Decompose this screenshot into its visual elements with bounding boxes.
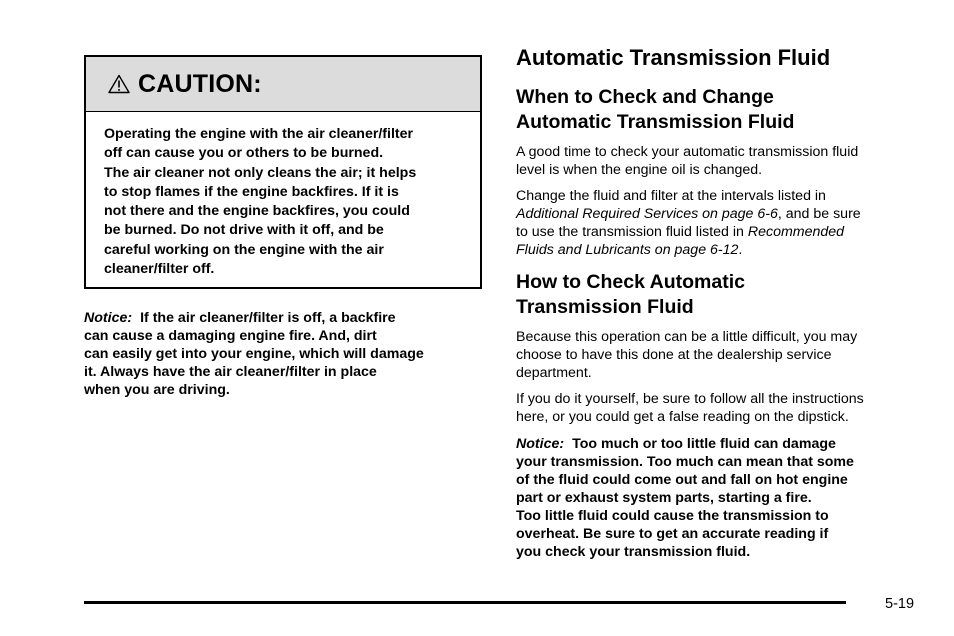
reference-recommended-fluids: Recommended <box>747 224 845 240</box>
caution-header <box>86 57 480 112</box>
caution-line: to stop flames if the engine backfires. If it is <box>104 183 399 200</box>
caution-text <box>86 112 480 279</box>
reference-recommended-fluids-cont: Fluids and Lubricants on page 6-12 <box>516 242 739 258</box>
warning-triangle-icon <box>108 74 130 94</box>
caution-title: CAUTION: <box>138 69 262 98</box>
paragraph-good-time: A good time to check your automatic transmission fluid level is when the engine oil is changed. <box>516 144 859 178</box>
notice-label: Notice: <box>516 436 565 452</box>
caution-line: Operating the engine with the air cleaner/filter <box>104 126 414 142</box>
notice-line: when you are driving. <box>84 382 230 398</box>
notice-line: can cause a damaging engine fire. And, dirt <box>84 328 377 344</box>
caution-line: The air cleaner not only cleans the air; it helps <box>104 164 417 181</box>
notice-label: Notice: <box>84 310 133 326</box>
caution-line: cleaner/filter off. <box>104 261 215 278</box>
right-column <box>516 44 926 561</box>
notice-line: Notice: If the air cleaner/filter is off, a backfire <box>84 310 396 326</box>
reference-additional-services: Additional Required Services on page 6-6 <box>516 206 778 222</box>
notice-line: it. Always have the air cleaner/filter in place <box>84 364 377 380</box>
caution-box <box>84 55 482 289</box>
subsection-heading-how-to-check: How to Check Automatic Transmission Fluid <box>516 271 745 318</box>
caution-line: careful working on the engine with the air <box>104 241 384 258</box>
caution-line: be burned. Do not drive with it off, and be <box>104 222 384 239</box>
notice-line: can easily get into your engine, which will damage <box>84 346 424 362</box>
paragraph-difficult: Because this operation can be a little difficult, you may choose to have this done at the dealership service department. <box>516 329 858 381</box>
section-title: Automatic Transmission Fluid <box>516 45 831 70</box>
paragraph-change-fluid: Change the fluid and filter at the intervals listed in Additional Required Services on page 6-6, and be sure to use the transmission fluid listed in Recommended Fluids and Lubricants on page 6-12. <box>516 188 861 258</box>
notice-air-cleaner <box>84 309 484 399</box>
page-number: 5-19 <box>885 596 915 612</box>
caution-line: off can cause you or others to be burned. <box>104 145 384 162</box>
paragraph-do-it-yourself: If you do it yourself, be sure to follow all the instructions here, or you could get a false reading on the dipstick. <box>516 391 864 425</box>
notice-fluid-level: Notice: Too much or too little fluid can damage your transmission. Too much can mean that some of the fluid could come out and fall on hot engine part or exhaust system parts, starting a fire. Too little fluid could cause the transmission to overheat. Be sure to get an accurate reading if you check your transmission fluid. <box>516 436 854 560</box>
footer-rule <box>84 601 846 604</box>
subsection-heading-when-to-check: When to Check and Change Automatic Transmission Fluid <box>516 86 795 133</box>
caution-line: not there and the engine backfires, you could <box>104 203 410 220</box>
